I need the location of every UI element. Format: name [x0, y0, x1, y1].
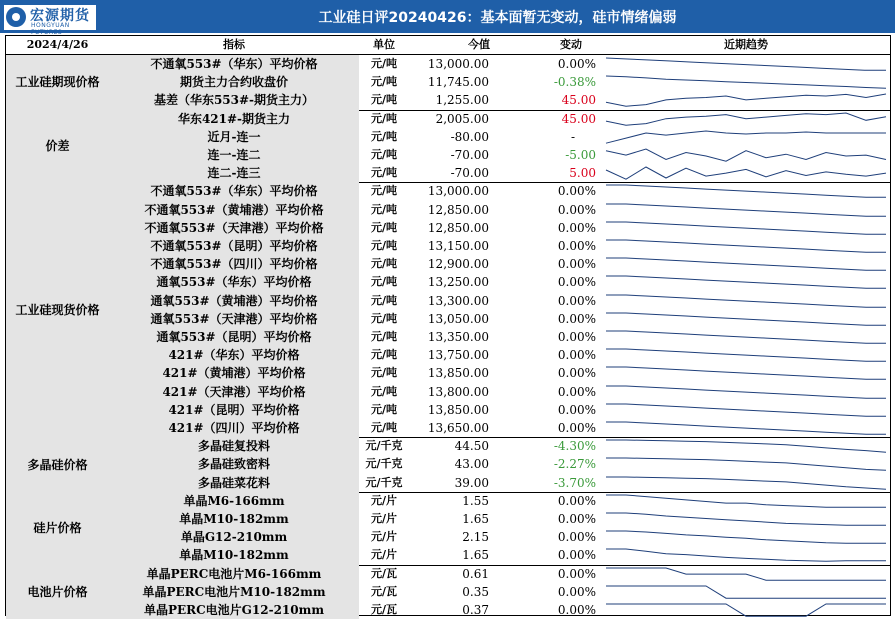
- row-indicator: 通氧553#（黄埔港）平均价格: [150, 293, 318, 308]
- row-indicator: 连二-连三: [207, 166, 261, 181]
- row-change: -: [571, 129, 576, 144]
- row-unit: 元/瓦: [370, 603, 398, 616]
- row-unit: 元/千克: [365, 457, 403, 471]
- sparkline-line: [606, 604, 886, 616]
- row-trend-sparkline: [604, 146, 888, 164]
- row-value: 13,800.00: [427, 384, 489, 399]
- row-unit: 元/吨: [370, 184, 398, 198]
- row-indicator: 不通氧553#（昆明）平均价格: [150, 239, 318, 253]
- group-label: 价差: [45, 139, 70, 153]
- row-change: -3.70%: [553, 475, 596, 490]
- row-value: 2.15: [462, 530, 489, 545]
- row-trend-sparkline: [604, 419, 888, 437]
- row-trend-sparkline: [604, 528, 888, 546]
- row-indicator: 期货主力合约收盘价: [179, 75, 288, 90]
- sparkline-line: [606, 58, 886, 70]
- row-value: 1.65: [462, 548, 489, 563]
- row-unit: 元/吨: [370, 275, 398, 289]
- sparkline-line: [606, 94, 886, 106]
- row-unit: 元/吨: [370, 257, 398, 271]
- row-trend-sparkline: [604, 510, 888, 528]
- row-indicator: 单晶G12-210mm: [180, 530, 288, 545]
- row-change: 45.00: [561, 93, 596, 108]
- row-value: 13,150.00: [427, 239, 489, 253]
- row-change: 0.00%: [557, 421, 596, 435]
- row-unit: 元/千克: [365, 475, 403, 489]
- row-change: 0.00%: [557, 530, 596, 545]
- sparkline-line: [606, 477, 886, 489]
- row-trend-sparkline: [604, 201, 888, 219]
- row-change: -5.00: [565, 148, 596, 162]
- logo-name-cn: 宏源期货: [30, 8, 90, 24]
- row-change: 0.00%: [557, 311, 596, 326]
- row-change: 0.00%: [557, 493, 596, 508]
- header-change: 变动: [560, 38, 582, 51]
- header-indicator: 指标: [223, 38, 245, 51]
- sparkline-line: [606, 531, 886, 543]
- row-indicator: 单晶M6-166mm: [183, 493, 285, 508]
- row-indicator: 不通氧553#（黄埔港）平均价格: [144, 202, 324, 217]
- row-trend-sparkline: [604, 273, 888, 291]
- row-value: -70.00: [450, 166, 489, 181]
- page-title: 工业硅日评20240426：基本面暂无变动，硅市情绪偏弱: [318, 10, 677, 26]
- row-trend-sparkline: [604, 310, 888, 328]
- row-indicator: 单晶PERC电池片M6-166mm: [146, 566, 322, 581]
- sparkline-line: [606, 404, 886, 416]
- sparkline-line: [606, 331, 886, 343]
- row-value: 1,255.00: [435, 93, 489, 108]
- sparkline-line: [606, 313, 886, 325]
- row-unit: 元/吨: [370, 421, 398, 434]
- group-label: 工业硅期现价格: [15, 75, 100, 90]
- row-change: 0.00%: [557, 348, 596, 363]
- row-unit: 元/吨: [370, 311, 398, 325]
- row-trend-sparkline: [604, 73, 888, 91]
- row-trend-sparkline: [604, 346, 888, 364]
- sparkline-line: [606, 149, 886, 161]
- row-change: 0.00%: [557, 584, 596, 599]
- row-change: 0.00%: [557, 257, 596, 272]
- row-trend-sparkline: [604, 328, 888, 346]
- sparkline-line: [606, 458, 886, 470]
- row-trend-sparkline: [604, 91, 888, 109]
- row-unit: 元/吨: [370, 93, 398, 107]
- row-indicator: 多晶硅复投料: [197, 439, 270, 454]
- row-unit: 元/吨: [370, 75, 398, 89]
- row-unit: 元/吨: [370, 402, 398, 416]
- row-value: 13,850.00: [427, 402, 489, 417]
- row-trend-sparkline: [604, 383, 888, 401]
- sparkline-line: [606, 258, 886, 270]
- row-indicator: 华东421#-期货主力: [177, 111, 291, 126]
- row-change: 0.00%: [557, 239, 596, 253]
- row-value: 12,850.00: [427, 202, 489, 217]
- row-unit: 元/吨: [370, 348, 398, 362]
- row-value: 0.37: [462, 603, 489, 617]
- row-change: 0.00%: [557, 384, 596, 399]
- row-unit: 元/吨: [370, 220, 398, 234]
- sparkline-line: [606, 495, 886, 507]
- sparkline-line: [606, 513, 886, 525]
- row-indicator: 多晶硅致密料: [197, 457, 270, 472]
- row-indicator: 连一-连二: [207, 148, 261, 162]
- row-value: 13,850.00: [427, 366, 489, 381]
- row-trend-sparkline: [604, 364, 888, 382]
- row-trend-sparkline: [604, 292, 888, 310]
- sparkline-line: [606, 76, 886, 88]
- row-trend-sparkline: [604, 601, 888, 619]
- row-value: 43.00: [454, 457, 489, 472]
- row-value: 2,005.00: [435, 111, 489, 126]
- row-indicator: 不通氧553#（四川）平均价格: [150, 257, 318, 272]
- sparkline-line: [606, 568, 886, 580]
- row-value: -80.00: [450, 129, 489, 144]
- row-indicator: 421#（四川）平均价格: [168, 421, 300, 435]
- row-indicator: 421#（华东）平均价格: [168, 348, 300, 363]
- row-unit: 元/吨: [370, 293, 398, 307]
- sparkline-line: [606, 367, 886, 379]
- row-trend-sparkline: [604, 437, 888, 455]
- row-change: 5.00: [569, 166, 596, 181]
- row-value: 13,300.00: [427, 293, 489, 308]
- row-change: 0.00%: [557, 293, 596, 308]
- row-change: 0.00%: [557, 548, 596, 563]
- row-trend-sparkline: [604, 237, 888, 255]
- row-value: 13,650.00: [427, 421, 489, 435]
- row-trend-sparkline: [604, 219, 888, 237]
- row-unit: 元/吨: [370, 239, 398, 252]
- row-unit: 元/片: [370, 512, 398, 525]
- sparkline-line: [606, 204, 886, 216]
- row-unit: 元/吨: [370, 166, 398, 180]
- company-logo: [4, 5, 96, 36]
- row-change: 0.00%: [557, 330, 596, 344]
- row-indicator: 通氧553#（华东）平均价格: [156, 275, 312, 290]
- row-indicator: 单晶PERC电池片M10-182mm: [142, 584, 326, 599]
- row-indicator: 多晶硅菜花料: [197, 475, 270, 490]
- row-trend-sparkline: [604, 128, 888, 146]
- row-trend-sparkline: [604, 182, 888, 200]
- row-unit: 元/片: [370, 548, 398, 562]
- row-indicator: 基差（华东553#-期货主力）: [153, 93, 315, 108]
- row-indicator: 通氧553#（昆明）平均价格: [156, 330, 312, 344]
- row-value: 11,745.00: [427, 75, 489, 90]
- row-change: 0.00%: [557, 202, 596, 217]
- sparkline-line: [606, 440, 886, 452]
- row-trend-sparkline: [604, 455, 888, 473]
- row-unit: 元/吨: [370, 57, 398, 70]
- sparkline-line: [606, 167, 886, 179]
- row-indicator: 通氧553#（天津港）平均价格: [150, 311, 318, 326]
- row-value: 13,000.00: [427, 184, 489, 199]
- row-unit: 元/吨: [370, 330, 398, 343]
- row-change: 0.00%: [557, 220, 596, 235]
- row-unit: 元/瓦: [370, 584, 398, 598]
- row-value: 13,050.00: [427, 311, 489, 326]
- row-indicator: 单晶M10-182mm: [179, 548, 289, 563]
- row-unit: 元/千克: [365, 439, 403, 453]
- header-value: 今值: [468, 38, 490, 51]
- row-value: 39.00: [454, 475, 489, 490]
- sparkline-line: [606, 185, 886, 197]
- row-change: 0.00%: [557, 512, 596, 526]
- row-trend-sparkline: [604, 492, 888, 510]
- row-value: 12,850.00: [427, 220, 489, 235]
- row-indicator: 近月-连一: [207, 129, 261, 144]
- row-value: 13,350.00: [427, 330, 489, 344]
- row-unit: 元/吨: [370, 366, 398, 380]
- row-change: -4.30%: [553, 439, 596, 454]
- sparkline-line: [606, 422, 886, 434]
- header-trend: 近期趋势: [724, 38, 768, 51]
- row-trend-sparkline: [604, 110, 888, 128]
- row-trend-sparkline: [604, 546, 888, 564]
- row-unit: 元/吨: [370, 111, 398, 125]
- sparkline-line: [606, 349, 886, 361]
- row-trend-sparkline: [604, 474, 888, 492]
- row-trend-sparkline: [604, 255, 888, 273]
- logo-name-en: HONGYUAN FUTURES: [31, 22, 70, 36]
- header-unit: 单位: [373, 38, 395, 51]
- sparkline-line: [606, 131, 886, 143]
- row-unit: 元/吨: [370, 384, 398, 398]
- row-unit: 元/吨: [370, 148, 398, 161]
- sparkline-line: [606, 386, 886, 398]
- sparkline-line: [606, 586, 886, 598]
- row-trend-sparkline: [604, 55, 888, 73]
- row-change: 45.00: [561, 111, 596, 126]
- row-indicator: 单晶PERC电池片G12-210mm: [143, 603, 325, 617]
- row-change: 0.00%: [557, 57, 596, 71]
- row-indicator: 不通氧553#（华东）平均价格: [150, 184, 318, 199]
- row-unit: 元/片: [370, 530, 398, 544]
- row-unit: 元/片: [370, 493, 398, 507]
- row-trend-sparkline: [604, 565, 888, 583]
- row-value: 0.61: [462, 566, 489, 581]
- sparkline-line: [606, 222, 886, 234]
- sparkline-line: [606, 240, 886, 252]
- report-banner: [0, 0, 895, 36]
- row-indicator: 单晶M10-182mm: [179, 512, 289, 526]
- price-table: [5, 35, 891, 616]
- row-value: 13,250.00: [427, 275, 489, 290]
- row-value: 0.35: [462, 584, 489, 599]
- row-trend-sparkline: [604, 164, 888, 182]
- row-value: 13,750.00: [427, 348, 489, 363]
- row-value: -70.00: [450, 148, 489, 162]
- row-indicator: 不通氧553#（华东）平均价格: [150, 57, 318, 71]
- sparkline-line: [606, 276, 886, 288]
- row-unit: 元/瓦: [370, 566, 398, 580]
- row-change: 0.00%: [557, 366, 596, 381]
- row-value: 1.55: [462, 493, 489, 508]
- row-trend-sparkline: [604, 583, 888, 601]
- group-label: 多晶硅价格: [27, 457, 88, 472]
- row-indicator: 421#（昆明）平均价格: [168, 402, 300, 417]
- row-indicator: 不通氧553#（天津港）平均价格: [144, 220, 324, 235]
- group-label: 工业硅现货价格: [15, 302, 100, 317]
- row-value: 13,000.00: [427, 57, 489, 71]
- row-value: 12,900.00: [427, 257, 489, 272]
- logo-emblem-icon: [6, 7, 26, 27]
- row-unit: 元/吨: [370, 202, 398, 216]
- sparkline-line: [606, 113, 886, 125]
- sparkline-line: [606, 549, 886, 561]
- header-date: 2024/4/26: [26, 38, 89, 51]
- row-indicator: 421#（天津港）平均价格: [162, 384, 306, 399]
- sparkline-line: [606, 295, 886, 307]
- row-unit: 元/吨: [370, 129, 398, 143]
- row-change: 0.00%: [557, 275, 596, 290]
- row-change: 0.00%: [557, 402, 596, 417]
- row-change: 0.00%: [557, 184, 596, 199]
- row-change: 0.00%: [557, 566, 596, 581]
- row-indicator: 421#（黄埔港）平均价格: [162, 366, 306, 381]
- row-value: 1.65: [462, 512, 489, 526]
- row-change: -0.38%: [553, 75, 596, 90]
- row-change: -2.27%: [553, 457, 596, 472]
- row-trend-sparkline: [604, 401, 888, 419]
- row-value: 44.50: [454, 439, 489, 454]
- row-change: 0.00%: [557, 603, 596, 617]
- group-label: 电池片价格: [27, 584, 88, 599]
- group-label: 硅片价格: [33, 521, 82, 536]
